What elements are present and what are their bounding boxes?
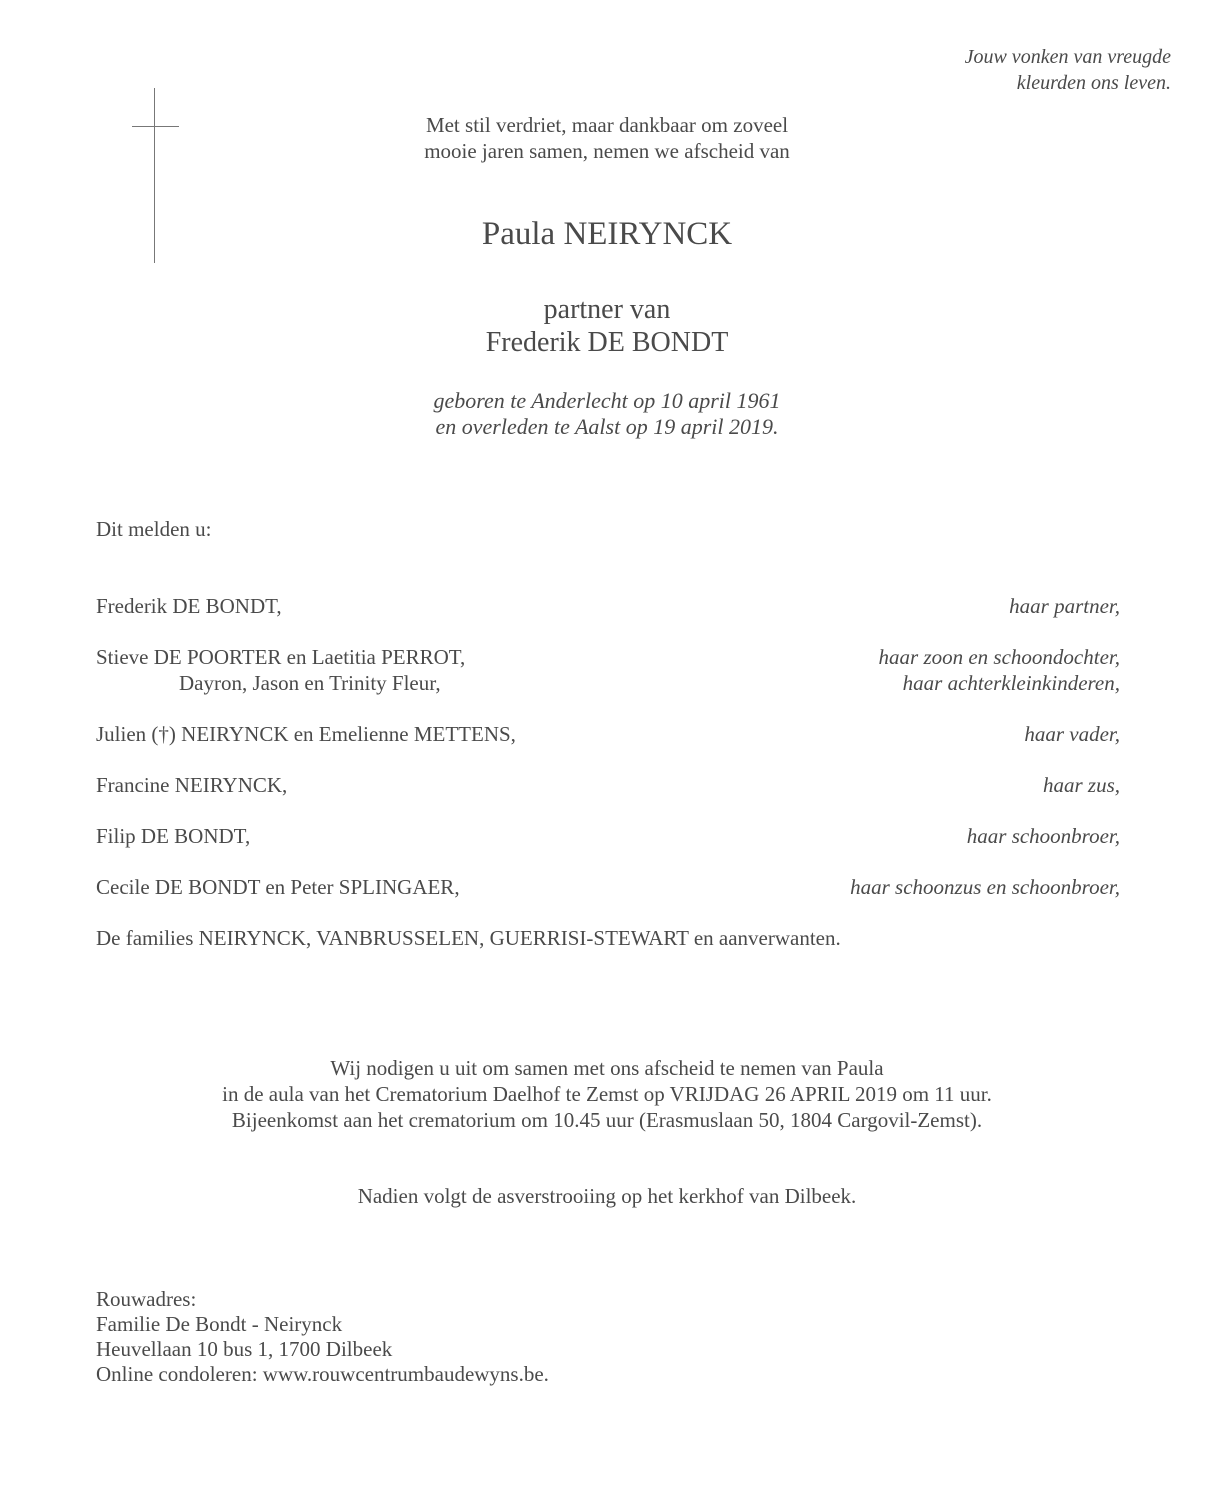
family-list xyxy=(96,593,1120,951)
invitation-text xyxy=(0,1055,1214,1133)
family-names: Frederik DE BONDT, xyxy=(96,594,282,618)
family-names: De families NEIRYNCK, VANBRUSSELEN, GUERRISI-STEWART en aanverwanten. xyxy=(96,926,841,950)
family-names: Cecile DE BONDT en Peter SPLINGAER, xyxy=(96,875,460,899)
deceased-name: Paula NEIRYNCK xyxy=(481,216,733,252)
intro-text xyxy=(0,112,1214,164)
announce-label: Dit melden u: xyxy=(96,517,212,541)
family-names: Dayron, Jason en Trinity Fleur, xyxy=(179,671,441,695)
family-row xyxy=(96,593,1120,619)
intro-line-2: mooie jaren samen, nemen we afscheid van xyxy=(424,139,790,163)
family-relation: haar schoonbroer, xyxy=(966,824,1120,848)
invitation-line-1: Wij nodigen u uit om samen met ons afscheid te nemen van Paula xyxy=(330,1056,884,1080)
family-names: Filip DE BONDT, xyxy=(96,824,251,848)
family-names: Stieve DE POORTER en Laetitia PERROT, xyxy=(96,645,466,669)
partner-block xyxy=(0,293,1214,359)
family-row xyxy=(96,925,1120,951)
family-names: Francine NEIRYNCK, xyxy=(96,773,288,797)
invitation-line-3: Bijeenkomst aan het crematorium om 10.45 uur (Erasmuslaan 50, 1804 Cargovil-Zemst). xyxy=(231,1108,983,1132)
family-row xyxy=(96,874,1120,900)
family-row xyxy=(96,644,1120,670)
address-online: Online condoleren: www.rouwcentrumbaudewyns.be. xyxy=(96,1362,549,1386)
family-row xyxy=(96,670,1120,696)
address-family: Familie De Bondt - Neirynck xyxy=(96,1312,343,1336)
family-row xyxy=(96,721,1120,747)
quote-line-2: kleurden ons leven. xyxy=(1016,72,1171,94)
partner-label: partner van xyxy=(543,294,671,325)
life-dates xyxy=(0,388,1214,440)
memorial-quote xyxy=(965,44,1171,96)
birth-line: geboren te Anderlecht op 10 april 1961 xyxy=(433,388,781,413)
family-row xyxy=(96,772,1120,798)
family-relation: haar vader, xyxy=(1024,722,1120,746)
partner-name: Frederik DE BONDT xyxy=(485,327,729,358)
family-relation: haar zus, xyxy=(1042,773,1120,797)
intro-line-1: Met stil verdriet, maar dankbaar om zoveel xyxy=(425,113,789,137)
family-relation: haar partner, xyxy=(1009,594,1120,618)
death-line: en overleden te Aalst op 19 april 2019. xyxy=(435,414,779,439)
family-relation: haar zoon en schoondochter, xyxy=(878,645,1120,669)
family-relation: haar achterkleinkinderen, xyxy=(902,671,1120,695)
address-street: Heuvellaan 10 bus 1, 1700 Dilbeek xyxy=(96,1337,393,1361)
address-label: Rouwadres: xyxy=(96,1287,197,1311)
family-relation: haar schoonzus en schoonbroer, xyxy=(850,875,1120,899)
quote-line-1: Jouw vonken van vreugde xyxy=(964,46,1171,68)
after-text: Nadien volgt de asverstrooiing op het kerkhof van Dilbeek. xyxy=(357,1184,857,1208)
family-row xyxy=(96,823,1120,849)
mourning-address xyxy=(96,1287,549,1387)
invitation-line-2: in de aula van het Crematorium Daelhof te Zemst op VRIJDAG 26 APRIL 2019 om 11 uur. xyxy=(222,1082,992,1106)
family-names: Julien (†) NEIRYNCK en Emelienne METTENS, xyxy=(96,722,516,746)
